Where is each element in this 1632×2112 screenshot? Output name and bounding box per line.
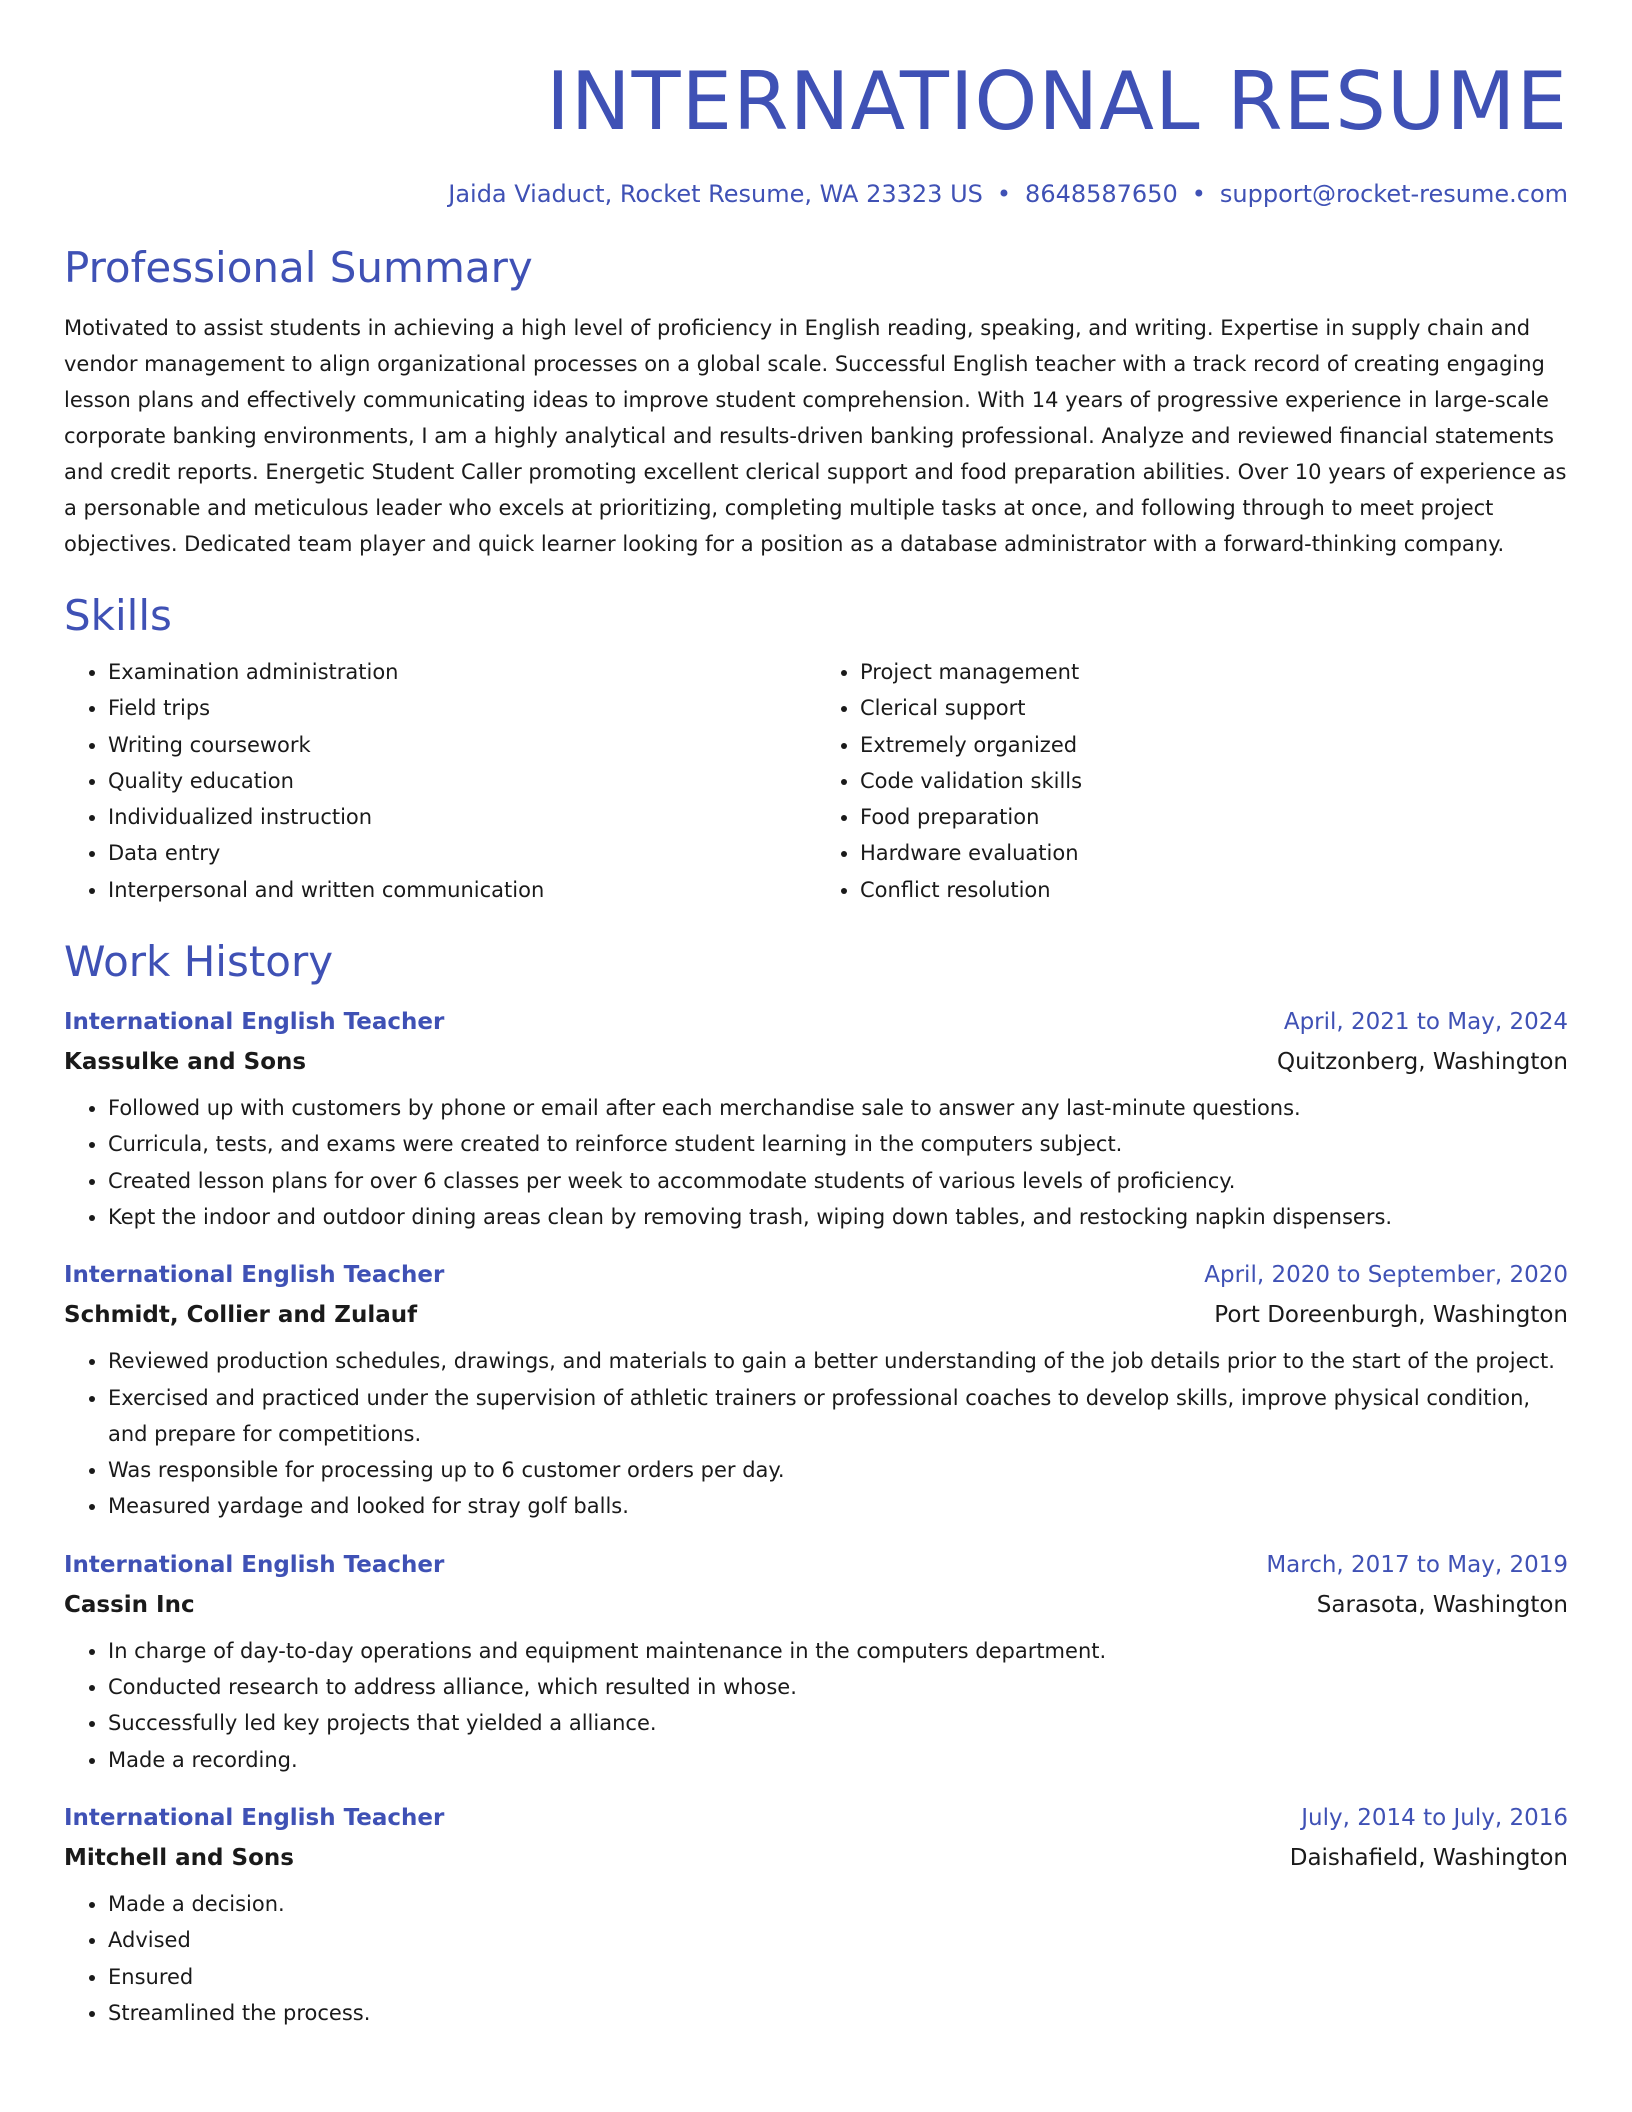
section-heading-summary: Professional Summary [64,243,533,292]
job-entry [64,1002,1568,1235]
job-bullet: • Followed up with customers by phone or email after each merchandise sale to answer any last-minute questions. [108,1090,1568,1126]
job-company-row [64,1042,1568,1082]
job-bullet: • Exercised and practiced under the supervision of athletic trainers or professional coaches to develop skills, improve physical condition, and prepare for competitions. [108,1380,1568,1453]
job-bullets [64,1633,1568,1778]
job-location: Sarasota, Washington [1316,1591,1568,1618]
skills-column-right [816,654,1568,908]
contact-phone: 8648587650 [1025,180,1178,208]
skills-list [64,654,1568,908]
job-bullet: • Kept the indoor and outdoor dining areas clean by removing trash, wiping down tables, and restocking napkin dispensers. [108,1199,1568,1235]
job-company: Cassin Inc [64,1591,195,1618]
job-bullets [64,1886,1568,2031]
job-location: Daishafield, Washington [1289,1844,1568,1871]
job-bullets [64,1090,1568,1235]
skill-item: • Individualized instruction [108,799,816,835]
skill-item: • Interpersonal and written communication [108,872,816,908]
job-company-row [64,1585,1568,1625]
section-heading-work-history: Work History [64,937,334,987]
job-header-row [64,1545,1568,1585]
job-bullet: • Reviewed production schedules, drawings, and materials to gain a better understanding of the job details prior to the start of the project. [108,1343,1568,1379]
skill-item: • Conflict resolution [860,872,1568,908]
skill-item: • Data entry [108,835,816,871]
job-header-row [64,1798,1568,1838]
job-header-row [64,1002,1568,1042]
job-bullet: • Ensured [108,1959,1568,1995]
job-location: Quitzonberg, Washington [1277,1049,1568,1076]
resume-header [64,0,1568,210]
skill-item: • Clerical support [860,690,1568,726]
job-bullet: • Created lesson plans for over 6 classes per week to accommodate students of various levels of proficiency. [108,1163,1568,1199]
job-bullets [64,1343,1568,1524]
skill-item: • Examination administration [108,654,816,690]
job-bullet: • In charge of day-to-day operations and equipment maintenance in the computers department. [108,1633,1568,1669]
job-bullet: • Made a recording. [108,1742,1568,1778]
summary-text: Motivated to assist students in achieving a high level of proficiency in English reading, speaking, and writing. Expertise in supply chain and vendor management to align organizational processes on a global scale. Successful English teacher with a track record of creating engaging lesson plans and effectively communicating ideas to improve student comprehension. With 14 years of progressive experience in large-scale corporate banking environments, I am a highly analytical and results-driven banking professional. Analyze and reviewed financial statements and credit reports. Energetic Student Caller promoting excellent clerical support and food preparation abilities. Over 10 years of experience as a personable and meticulous leader who excels at prioritizing, completing multiple tasks at once, and following through to meet project objectives. Dedicated team player and quick learner looking for a position as a database administrator with a forward-thinking company. [64,316,1567,556]
job-entry [64,1798,1568,2031]
job-dates: April, 2021 to May, 2024 [1283,1009,1568,1036]
job-company: Kassulke and Sons [64,1049,307,1076]
job-entry [64,1545,1568,1778]
job-header-row [64,1255,1568,1295]
job-bullet: • Streamlined the process. [108,1995,1568,2031]
contact-separator: • [996,180,1012,208]
skills-column-left [64,654,816,908]
job-title: International English Teacher [64,1262,445,1289]
contact-line [64,178,1568,210]
skill-item: • Food preparation [860,799,1568,835]
skill-item: • Field trips [108,690,816,726]
job-bullet: • Was responsible for processing up to 6 customer orders per day. [108,1452,1568,1488]
job-dates: July, 2014 to July, 2016 [1301,1804,1568,1831]
job-company-row [64,1295,1568,1335]
contact-email: support@rocket-resume.com [1219,180,1568,208]
job-company: Schmidt, Collier and Zulauf [64,1302,418,1329]
contact-address: Jaida Viaduct, Rocket Resume, WA 23323 US [448,180,983,208]
job-dates: April, 2020 to September, 2020 [1204,1262,1568,1289]
section-heading-skills: Skills [64,591,172,640]
job-bullet: • Made a decision. [108,1886,1568,1922]
contact-separator: • [1191,180,1206,208]
skill-item: • Extremely organized [860,727,1568,763]
job-company: Mitchell and Sons [64,1844,294,1871]
job-bullet: • Conducted research to address alliance, which resulted in whose. [108,1669,1568,1705]
job-title: International English Teacher [64,1804,445,1831]
resume-title: INTERNATIONAL RESUME [546,55,1568,148]
job-bullet: • Advised [108,1922,1568,1958]
job-bullet: • Successfully led key projects that yielded a alliance. [108,1705,1568,1741]
job-title: International English Teacher [64,1551,445,1578]
job-bullet: • Curricula, tests, and exams were created to reinforce student learning in the computers subject. [108,1126,1568,1162]
job-dates: March, 2017 to May, 2019 [1266,1551,1568,1578]
job-company-row [64,1838,1568,1878]
job-title: International English Teacher [64,1009,445,1036]
skill-item: • Code validation skills [860,763,1568,799]
job-entry [64,1255,1568,1524]
skill-item: • Hardware evaluation [860,835,1568,871]
skill-item: • Project management [860,654,1568,690]
job-bullet: • Measured yardage and looked for stray golf balls. [108,1488,1568,1524]
work-history-list [64,1002,1568,2031]
skill-item: • Writing coursework [108,727,816,763]
job-location: Port Doreenburgh, Washington [1214,1302,1568,1329]
skill-item: • Quality education [108,763,816,799]
